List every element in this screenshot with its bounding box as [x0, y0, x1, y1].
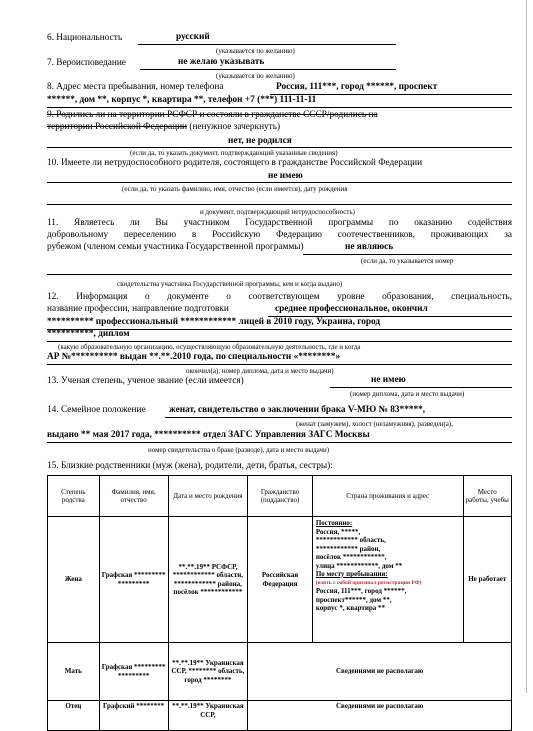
table-row: [48, 643, 512, 701]
row-birth: **.**.19** Украинская ССР,: [168, 701, 248, 731]
address-permanent-label: Постоянно:: [315, 519, 353, 527]
row-name: Графский ********: [99, 701, 168, 731]
address-temp-line: Россия, 111***, город ******,: [315, 587, 407, 595]
q11-hint-right: (если да, то указывается номер: [361, 257, 454, 265]
header-relation: Степень родства: [48, 476, 100, 517]
q14-value-line1: женат, свидетельство о заключении брака V-МЮ № 83*****,: [169, 405, 426, 415]
q12-underline-3: [47, 341, 512, 342]
table-row: [48, 517, 512, 643]
address-temp-note: (взять с собой оригинал регистрации РФ): [315, 579, 422, 586]
q8-value-line1: Россия, 111***, город ******, проспект: [276, 82, 438, 92]
q9-hint-strike: (ненужное зачеркнуть): [189, 122, 281, 132]
q11-underline-1: [303, 254, 512, 255]
row-birth: **.**.19** Украинская ССР, ******** область, город ********: [168, 643, 248, 701]
q12-line2-label: название профессии, направление подготовки: [47, 304, 229, 314]
row-name: Графская ********* *********: [99, 517, 168, 643]
address-permanent-line: посёлок ************,: [315, 553, 387, 561]
q10-value: не имею: [268, 171, 303, 181]
row-relation: Отец: [48, 701, 100, 731]
q9-underline: [47, 147, 512, 148]
row-name: Графская ********* *********: [99, 643, 168, 701]
q10-underline-2: [47, 204, 512, 205]
q11-value: не являюсь: [345, 242, 394, 252]
q13-value: не имею: [371, 375, 406, 385]
q9-line2: [47, 122, 280, 133]
q14-label: 14. Семейное положение: [47, 405, 146, 415]
address-temp-line: проспект******, дом **,: [315, 595, 392, 604]
q10-label: 10. Имеете ли нетрудоспособного родителя, состоящего в гражданстве Российской Федерации: [47, 158, 423, 168]
header-address: Страна проживания и адрес: [312, 476, 463, 517]
address-permanent-line: ************ область,: [315, 536, 386, 544]
address-permanent-line: Россия, *****,: [315, 527, 361, 536]
q7-value: не желаю указывать: [178, 57, 265, 67]
row-info: Сведениями не располагаю: [248, 701, 512, 731]
address-permanent-line: улица ************, дом **: [315, 561, 403, 570]
q11-underline-2: [47, 274, 512, 275]
q13-hint: (номер диплома, дата и место выдачи): [350, 390, 465, 398]
address-temp-label: По месту пребывания:: [315, 570, 388, 578]
q7-label: 7. Вероисповедание: [47, 58, 126, 68]
q12-line3: ********** профессиональный ************ лицей в 2010 году, Украина, город: [47, 317, 381, 327]
row-address: [312, 517, 463, 643]
row-work: Не работает: [463, 517, 511, 643]
q10-hint2: и документ, подтверждающий нетрудоспособность): [200, 208, 355, 216]
row-relation: Жена: [48, 517, 100, 643]
q9-struck-text: территории Российской Федерации: [47, 122, 188, 132]
header-work: Место работы, учебы: [463, 476, 511, 517]
q14-value-line2: выдано ** мая 2017 года, ********** отдел ЗАГС Управления ЗАГС Москвы: [47, 430, 370, 440]
address-temp-line: корпус *, квартира **: [315, 604, 386, 612]
row-relation: Мать: [48, 643, 100, 701]
q14-hint1: (женат (замужем), холост (незамужняя), разведен(а),: [296, 420, 453, 428]
q7-hint: (указывается по желанию): [216, 72, 295, 80]
q8-value-line2: ******, дом **, корпус *, квартира **, телефон +7 (***) 111-11-11: [47, 95, 317, 105]
q12-line1: 12. Информация о документе о соответствующем уровне образования, специальность,: [47, 292, 512, 302]
q12-line2-value: среднее профессиональное, окончил: [275, 304, 428, 314]
q6-underline: [138, 44, 396, 45]
header-name: Фамилия, имя, отчество: [99, 476, 168, 517]
header-birth: Дата и место рождения: [168, 476, 248, 517]
q12-line5: АР №********** выдан **.**.2010 года, по специальности «********»: [47, 352, 341, 362]
q9-value: нет, не родился: [228, 136, 292, 146]
q9-line1: 9. Родились ли на территории РСФСР и состояли в гражданстве СССР/родились на: [47, 110, 378, 120]
q14-underline-1: [165, 417, 512, 418]
q11-line3: рубежом (членом семьи участника Государственной программы): [47, 242, 304, 252]
q8-underline-2: [47, 107, 512, 108]
address-permanent-line: ************ район,: [315, 544, 381, 553]
row-citizenship: Российская Федерация: [248, 517, 313, 643]
q15-label: 15. Близкие родственники (муж (жена), родители, дети, братья, сестры):: [47, 461, 333, 471]
q6-label: 6. Национальность: [47, 33, 123, 43]
q13-underline: [330, 387, 512, 388]
q7-underline: [140, 69, 396, 70]
page-edge: [526, 0, 527, 693]
q8-label: 8. Адрес места пребывания, номер телефона: [47, 82, 224, 92]
q12-line4: **********, диплом: [47, 329, 130, 339]
q9-hint: (если да, то указать документ, подтверждающий указанные сведения): [130, 149, 338, 157]
q12-underline-4: [47, 364, 512, 365]
q12-hint1: (какую образовательную организацию, осуществляющую образовательную деятельность, где и когда: [58, 343, 361, 351]
q10-hint1: (если да, то указать фамилию, имя, отчество (если имеется), дату рождения: [122, 185, 348, 193]
q6-value: русский: [176, 32, 210, 42]
q11-line1: 11. Являетесь ли Вы участником Государственной программы по оказанию содействия: [47, 218, 512, 228]
q6-hint: (указывается по желанию): [216, 47, 295, 55]
q11-line2: добровольному переселению в Российскую Федерацию соотечественников, проживающих за: [47, 230, 512, 240]
q14-hint2: номер свидетельства о браке (разводе), дата и место выдачи): [148, 446, 330, 454]
q12-hint2: окончил(а), номер диплома, дата и место выдачи): [186, 367, 334, 375]
q13-label: 13. Ученая степень, ученое звание (если имеется): [47, 376, 244, 386]
q10-underline-1: [47, 182, 512, 183]
q14-underline-2: [47, 442, 512, 443]
header-citizenship: Гражданство (подданство): [248, 476, 313, 517]
table-row: [48, 701, 512, 731]
row-birth: **.**.19** РСФСР, ************ области, ************ района, посёлок ************: [168, 517, 248, 643]
q11-hint2: свидетельства участника Государственной программы, кем и когда выдано): [117, 280, 343, 288]
row-info: Сведениями не располагаю: [248, 643, 512, 701]
table-header-row: [48, 476, 512, 517]
